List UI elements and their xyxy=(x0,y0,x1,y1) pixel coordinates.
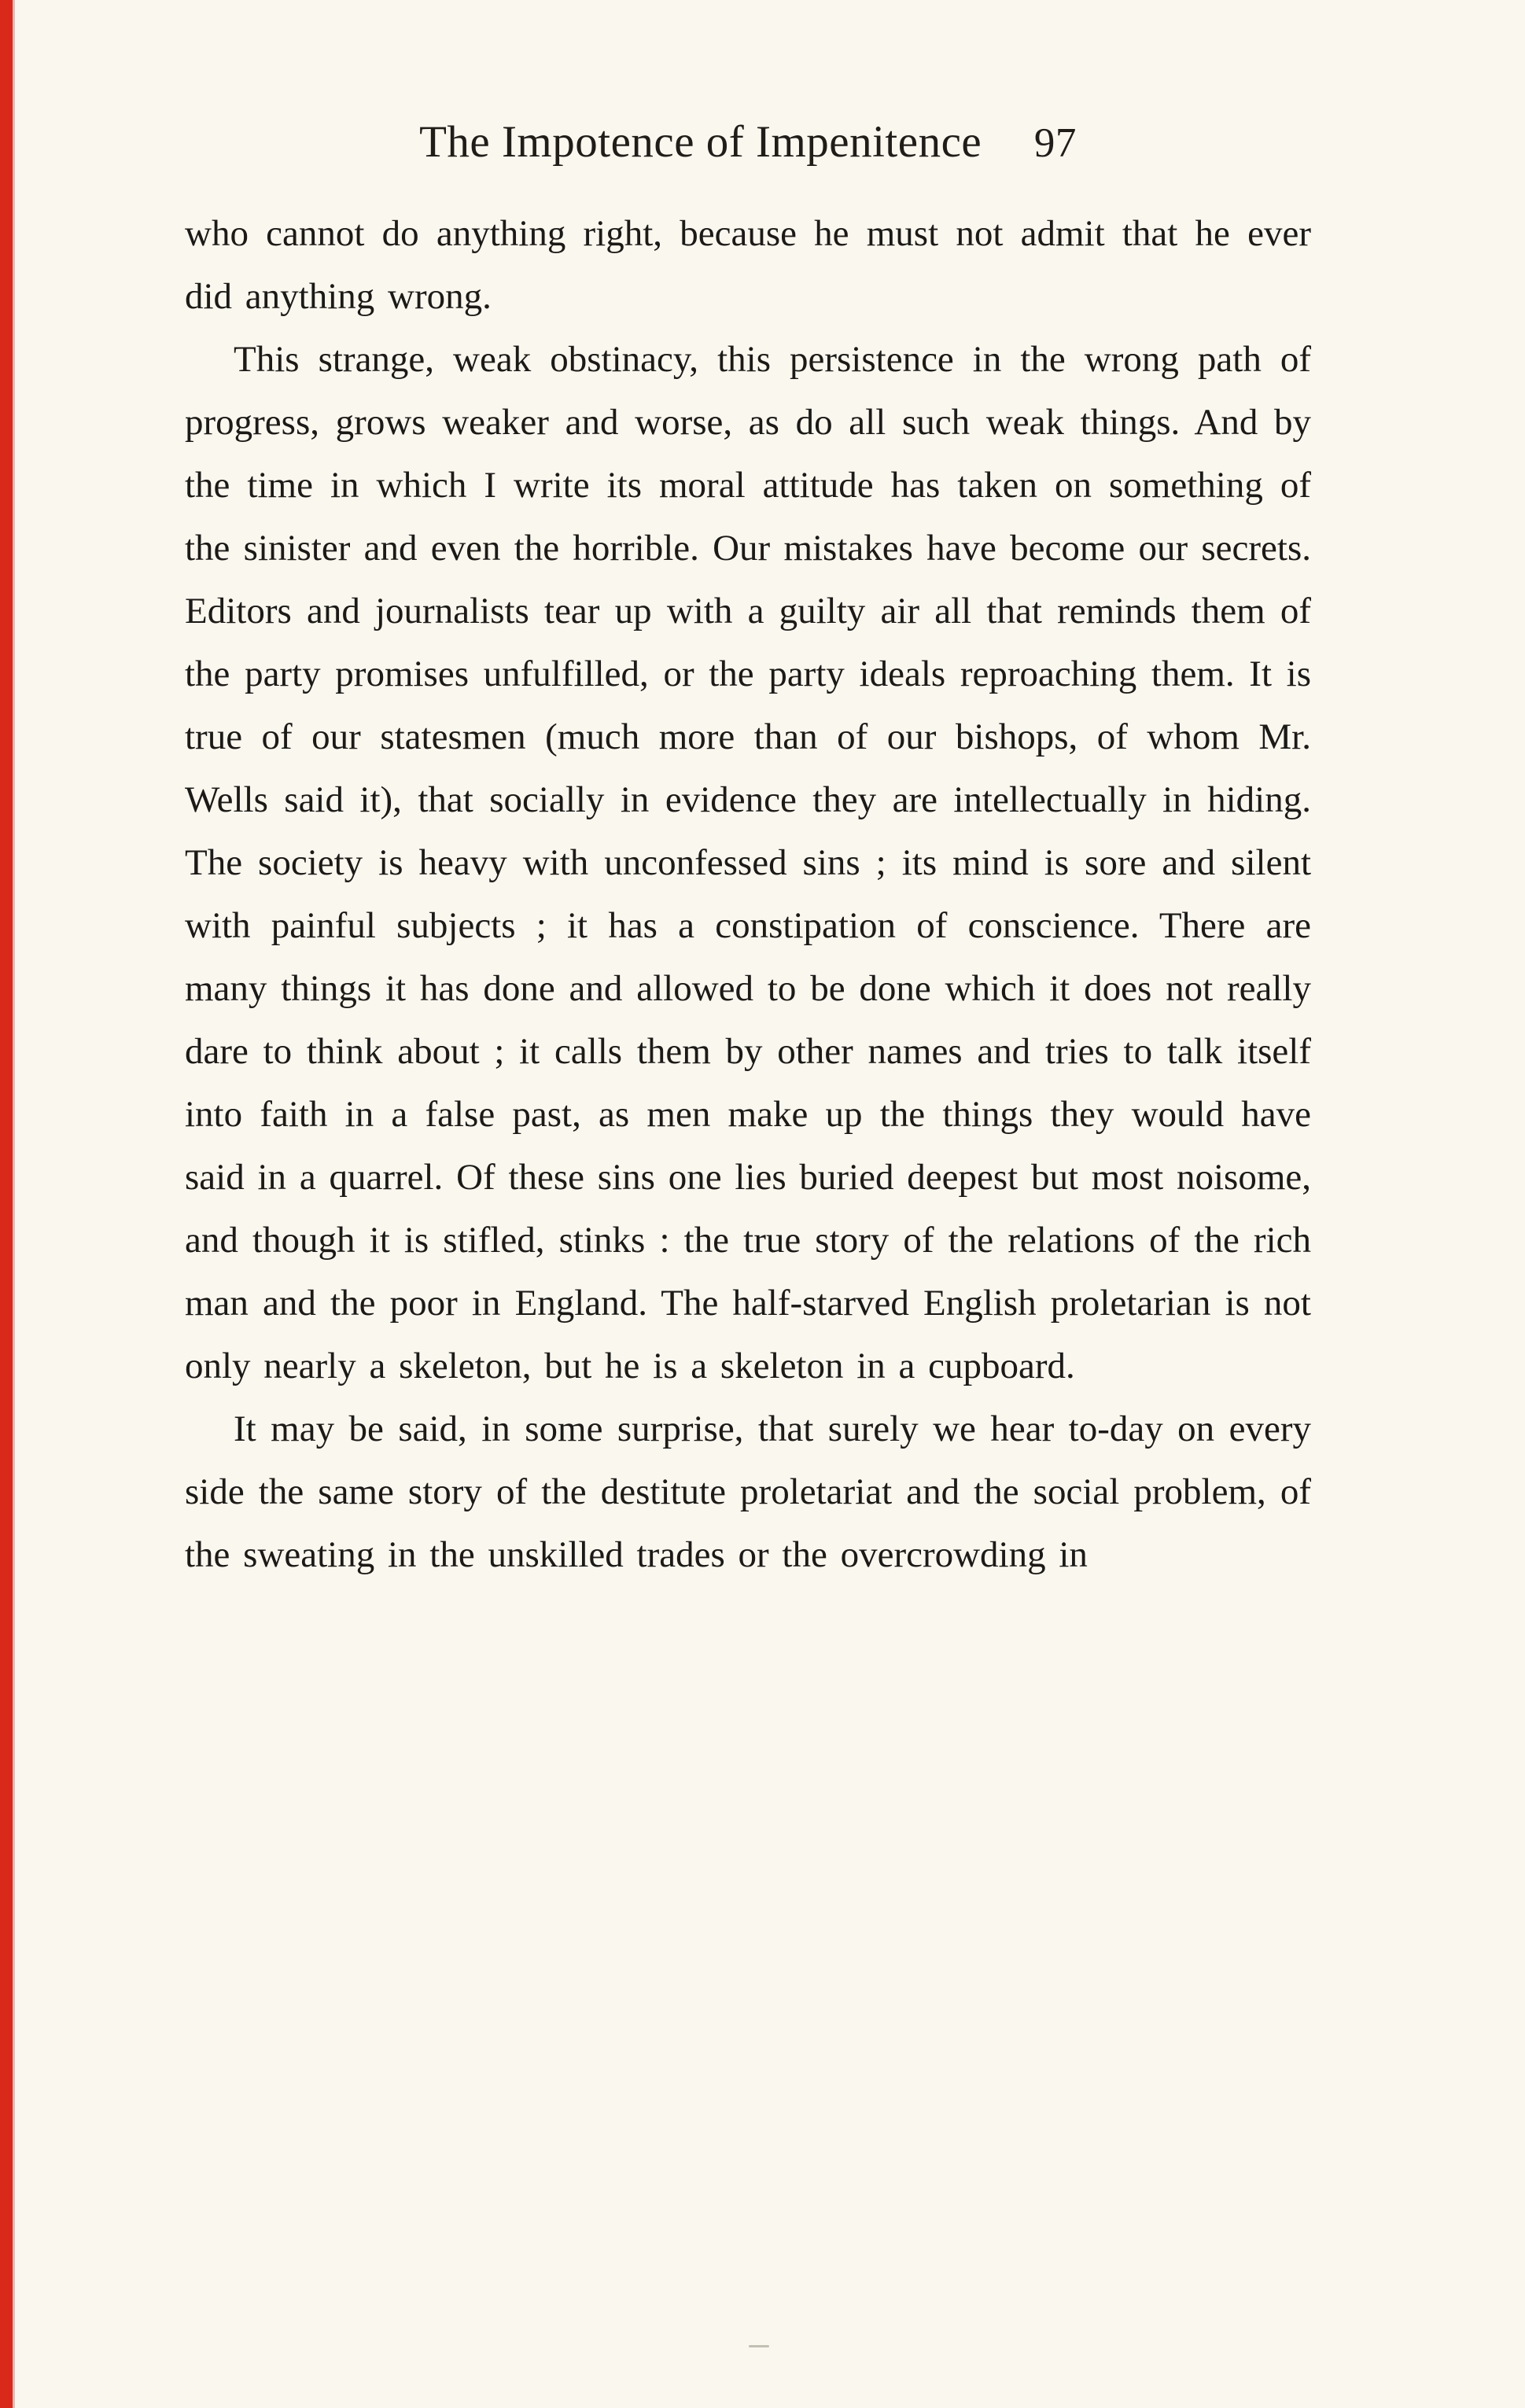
paragraph-continuation: who cannot do anything right, because he must not admit that he ever did anything wrong. xyxy=(185,213,1311,317)
paragraph: It may be said, in some surprise, that surely we hear to-day on every side the same story of the destitute proletariat and the social problem, of the sweating in the unskilled trades or the overcrowding in xyxy=(185,1408,1311,1575)
paragraph: This strange, weak obstinacy, this persistence in the wrong path of progress, grows weaker and worse, as do all such weak things. And by the time in which I write its moral attitude has taken on something of the sinister and even the horrible. Our mistakes have become our secrets. Editors and journalists tear up with a guilty air all that reminds them of the party promises unfulfilled, or the party ideals reproaching them. It is true of our statesmen (much more than of our bishops, of whom Mr. Wells said it), that socially in evidence they are intellectually in hiding. The society is heavy with unconfessed sins ; its mind is sore and silent with painful subjects ; it has a constipation of conscience. There are many things it has done and allowed to be done which it does not really dare to think about ; it calls them by other names and tries to talk itself into faith in a false past, as men make up the things they would have said in a quarrel. Of these sins one lies buried deepest but most noisome, and though it is stifled, stinks : the true story of the relations of the rich man and the poor in England. The half-starved English proletarian is not only nearly a skeleton, but he is a skeleton in a cupboard. xyxy=(185,339,1311,1386)
book-edge-strip xyxy=(0,0,13,2408)
page-content xyxy=(185,116,1311,1586)
scan-artifact-mark xyxy=(749,2345,769,2347)
chapter-title: The Impotence of Impenitence xyxy=(419,117,982,167)
page-header xyxy=(185,116,1311,168)
page-number: 97 xyxy=(1033,120,1077,166)
body-text xyxy=(185,202,1311,1586)
